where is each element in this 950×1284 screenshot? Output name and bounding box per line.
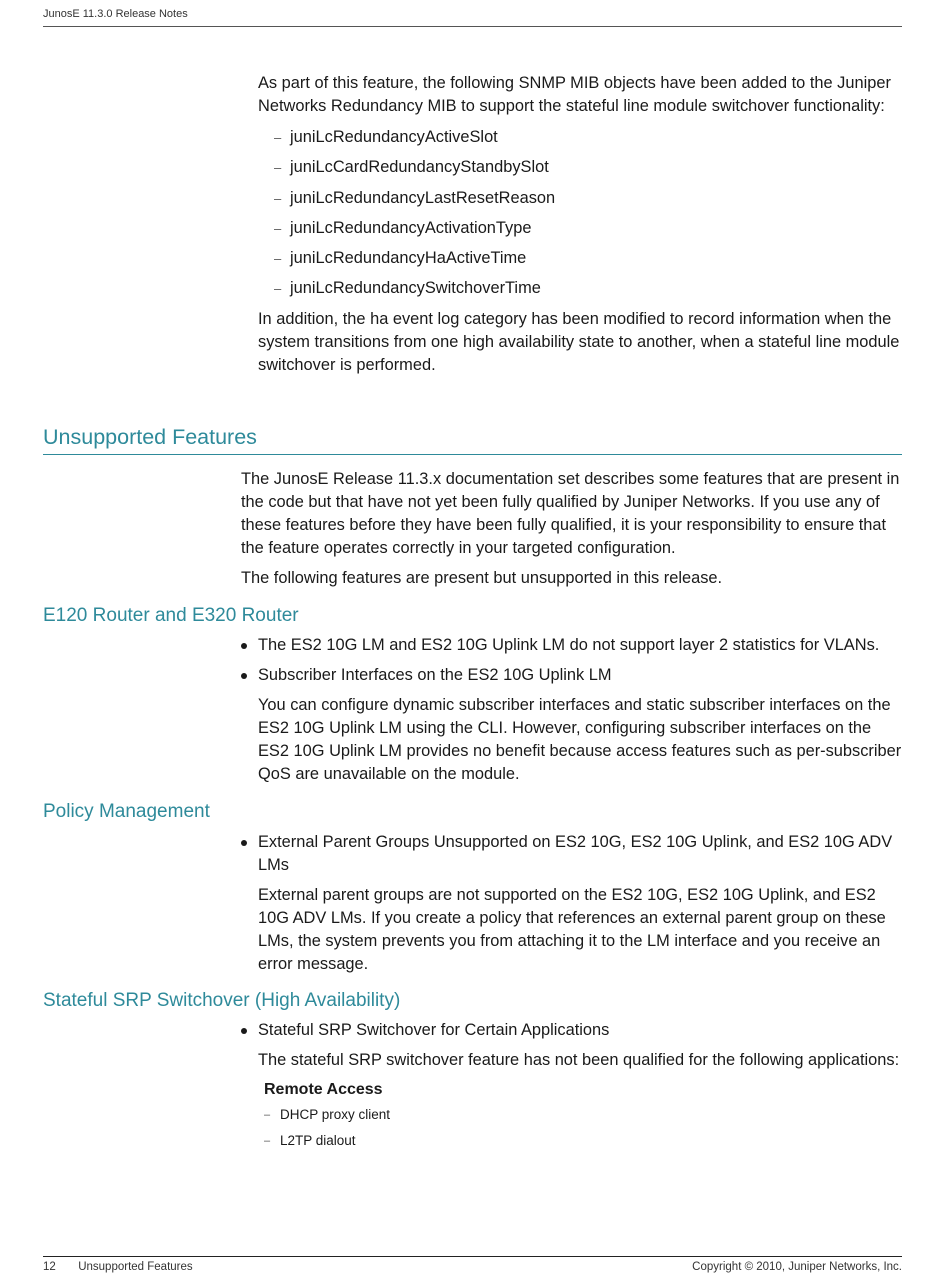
bullet-icon bbox=[241, 643, 247, 649]
mib-object-list bbox=[258, 126, 903, 308]
unsupported-intro bbox=[241, 468, 903, 590]
running-header bbox=[43, 8, 902, 27]
policy-section bbox=[241, 831, 903, 976]
document-title: JunosE 11.3.0 Release Notes bbox=[43, 8, 188, 20]
list-item: – juniLcRedundancyHaActiveTime bbox=[258, 247, 903, 277]
dash-icon: – bbox=[274, 251, 282, 267]
e120-detail-paragraph: You can configure dynamic subscriber interfaces and static subscriber interfaces on the ES2 10G Uplink LM using the CLI. However, configuring subscriber interfaces on the ES2 10G Uplink LM provides no benefit because access features such as per-subscriber QoS are unavailable on the module. bbox=[258, 696, 902, 783]
list-item: – DHCP proxy client bbox=[258, 1105, 903, 1131]
e120-section bbox=[241, 634, 903, 786]
list-item: The ES2 10G LM and ES2 10G Uplink LM do not support layer 2 statistics for VLANs. bbox=[241, 634, 903, 657]
bullet-icon bbox=[241, 1028, 247, 1034]
dash-icon: – bbox=[264, 1135, 271, 1147]
srp-detail-paragraph: The stateful SRP switchover feature has not been qualified for the following applications: bbox=[258, 1051, 900, 1069]
bullet-icon bbox=[241, 673, 247, 679]
subsection-heading-policy-management: Policy Management bbox=[43, 801, 210, 822]
section-heading-unsupported-features: Unsupported Features bbox=[43, 425, 902, 455]
intro-section bbox=[258, 72, 903, 377]
page-number: 12 bbox=[43, 1261, 56, 1273]
footer-section-title: Unsupported Features bbox=[78, 1261, 193, 1273]
dash-icon: – bbox=[274, 281, 282, 297]
bullet-icon bbox=[241, 840, 247, 846]
list-item: External Parent Groups Unsupported on ES2 10G, ES2 10G Uplink, and ES2 10G ADV LMs bbox=[241, 831, 903, 877]
unsupported-paragraph-2: The following features are present but unsupported in this release. bbox=[241, 569, 723, 587]
intro-closing-paragraph: In addition, the ha event log category has been modified to record information when the system transitions from one high availability state to another, when a stateful line module switchover is performed. bbox=[258, 309, 900, 374]
list-item: – juniLcRedundancySwitchoverTime bbox=[258, 277, 903, 307]
dash-icon: – bbox=[264, 1109, 271, 1121]
intro-paragraph: As part of this feature, the following SNMP MIB objects have been added to the Juniper Networks Redundancy MIB to support the stateful line module switchover functionality: bbox=[258, 74, 891, 115]
list-item: – juniLcCardRedundancyStandbySlot bbox=[258, 156, 903, 186]
subsection-heading-e120: E120 Router and E320 Router bbox=[43, 605, 299, 626]
list-item: – juniLcRedundancyActiveSlot bbox=[258, 126, 903, 156]
list-item: – L2TP dialout bbox=[258, 1131, 903, 1157]
remote-access-list bbox=[258, 1105, 903, 1157]
list-item: – juniLcRedundancyLastResetReason bbox=[258, 187, 903, 217]
dash-icon: – bbox=[274, 130, 282, 145]
policy-detail-paragraph: External parent groups are not supported on the ES2 10G, ES2 10G Uplink, and ES2 10G ADV LMs. If you create a policy that references an external parent group on these LMs, the system prevents you from attaching it to the LM interface and you receive an error message. bbox=[258, 886, 886, 973]
list-item: – juniLcRedundancyActivationType bbox=[258, 217, 903, 247]
page-footer bbox=[43, 1256, 902, 1273]
dash-icon: – bbox=[274, 160, 282, 176]
unsupported-paragraph-1: The JunosE Release 11.3.x documentation set describes some features that are present in the code but that have not yet been fully qualified by Juniper Networks. If you use any of these features before they have been fully qualified, it is your responsibility to ensure that the feature operates correctly in your targeted configuration. bbox=[241, 470, 900, 557]
dash-icon: – bbox=[274, 190, 282, 206]
list-item: Subscriber Interfaces on the ES2 10G Uplink LM bbox=[241, 664, 903, 687]
subsection-heading-stateful-srp: Stateful SRP Switchover (High Availability) bbox=[43, 990, 401, 1011]
remote-access-subheading: Remote Access bbox=[264, 1081, 383, 1098]
srp-section bbox=[241, 1019, 903, 1157]
copyright-notice: Copyright © 2010, Juniper Networks, Inc. bbox=[692, 1261, 902, 1273]
list-item: Stateful SRP Switchover for Certain Applications bbox=[241, 1019, 903, 1042]
dash-icon: – bbox=[274, 220, 282, 236]
